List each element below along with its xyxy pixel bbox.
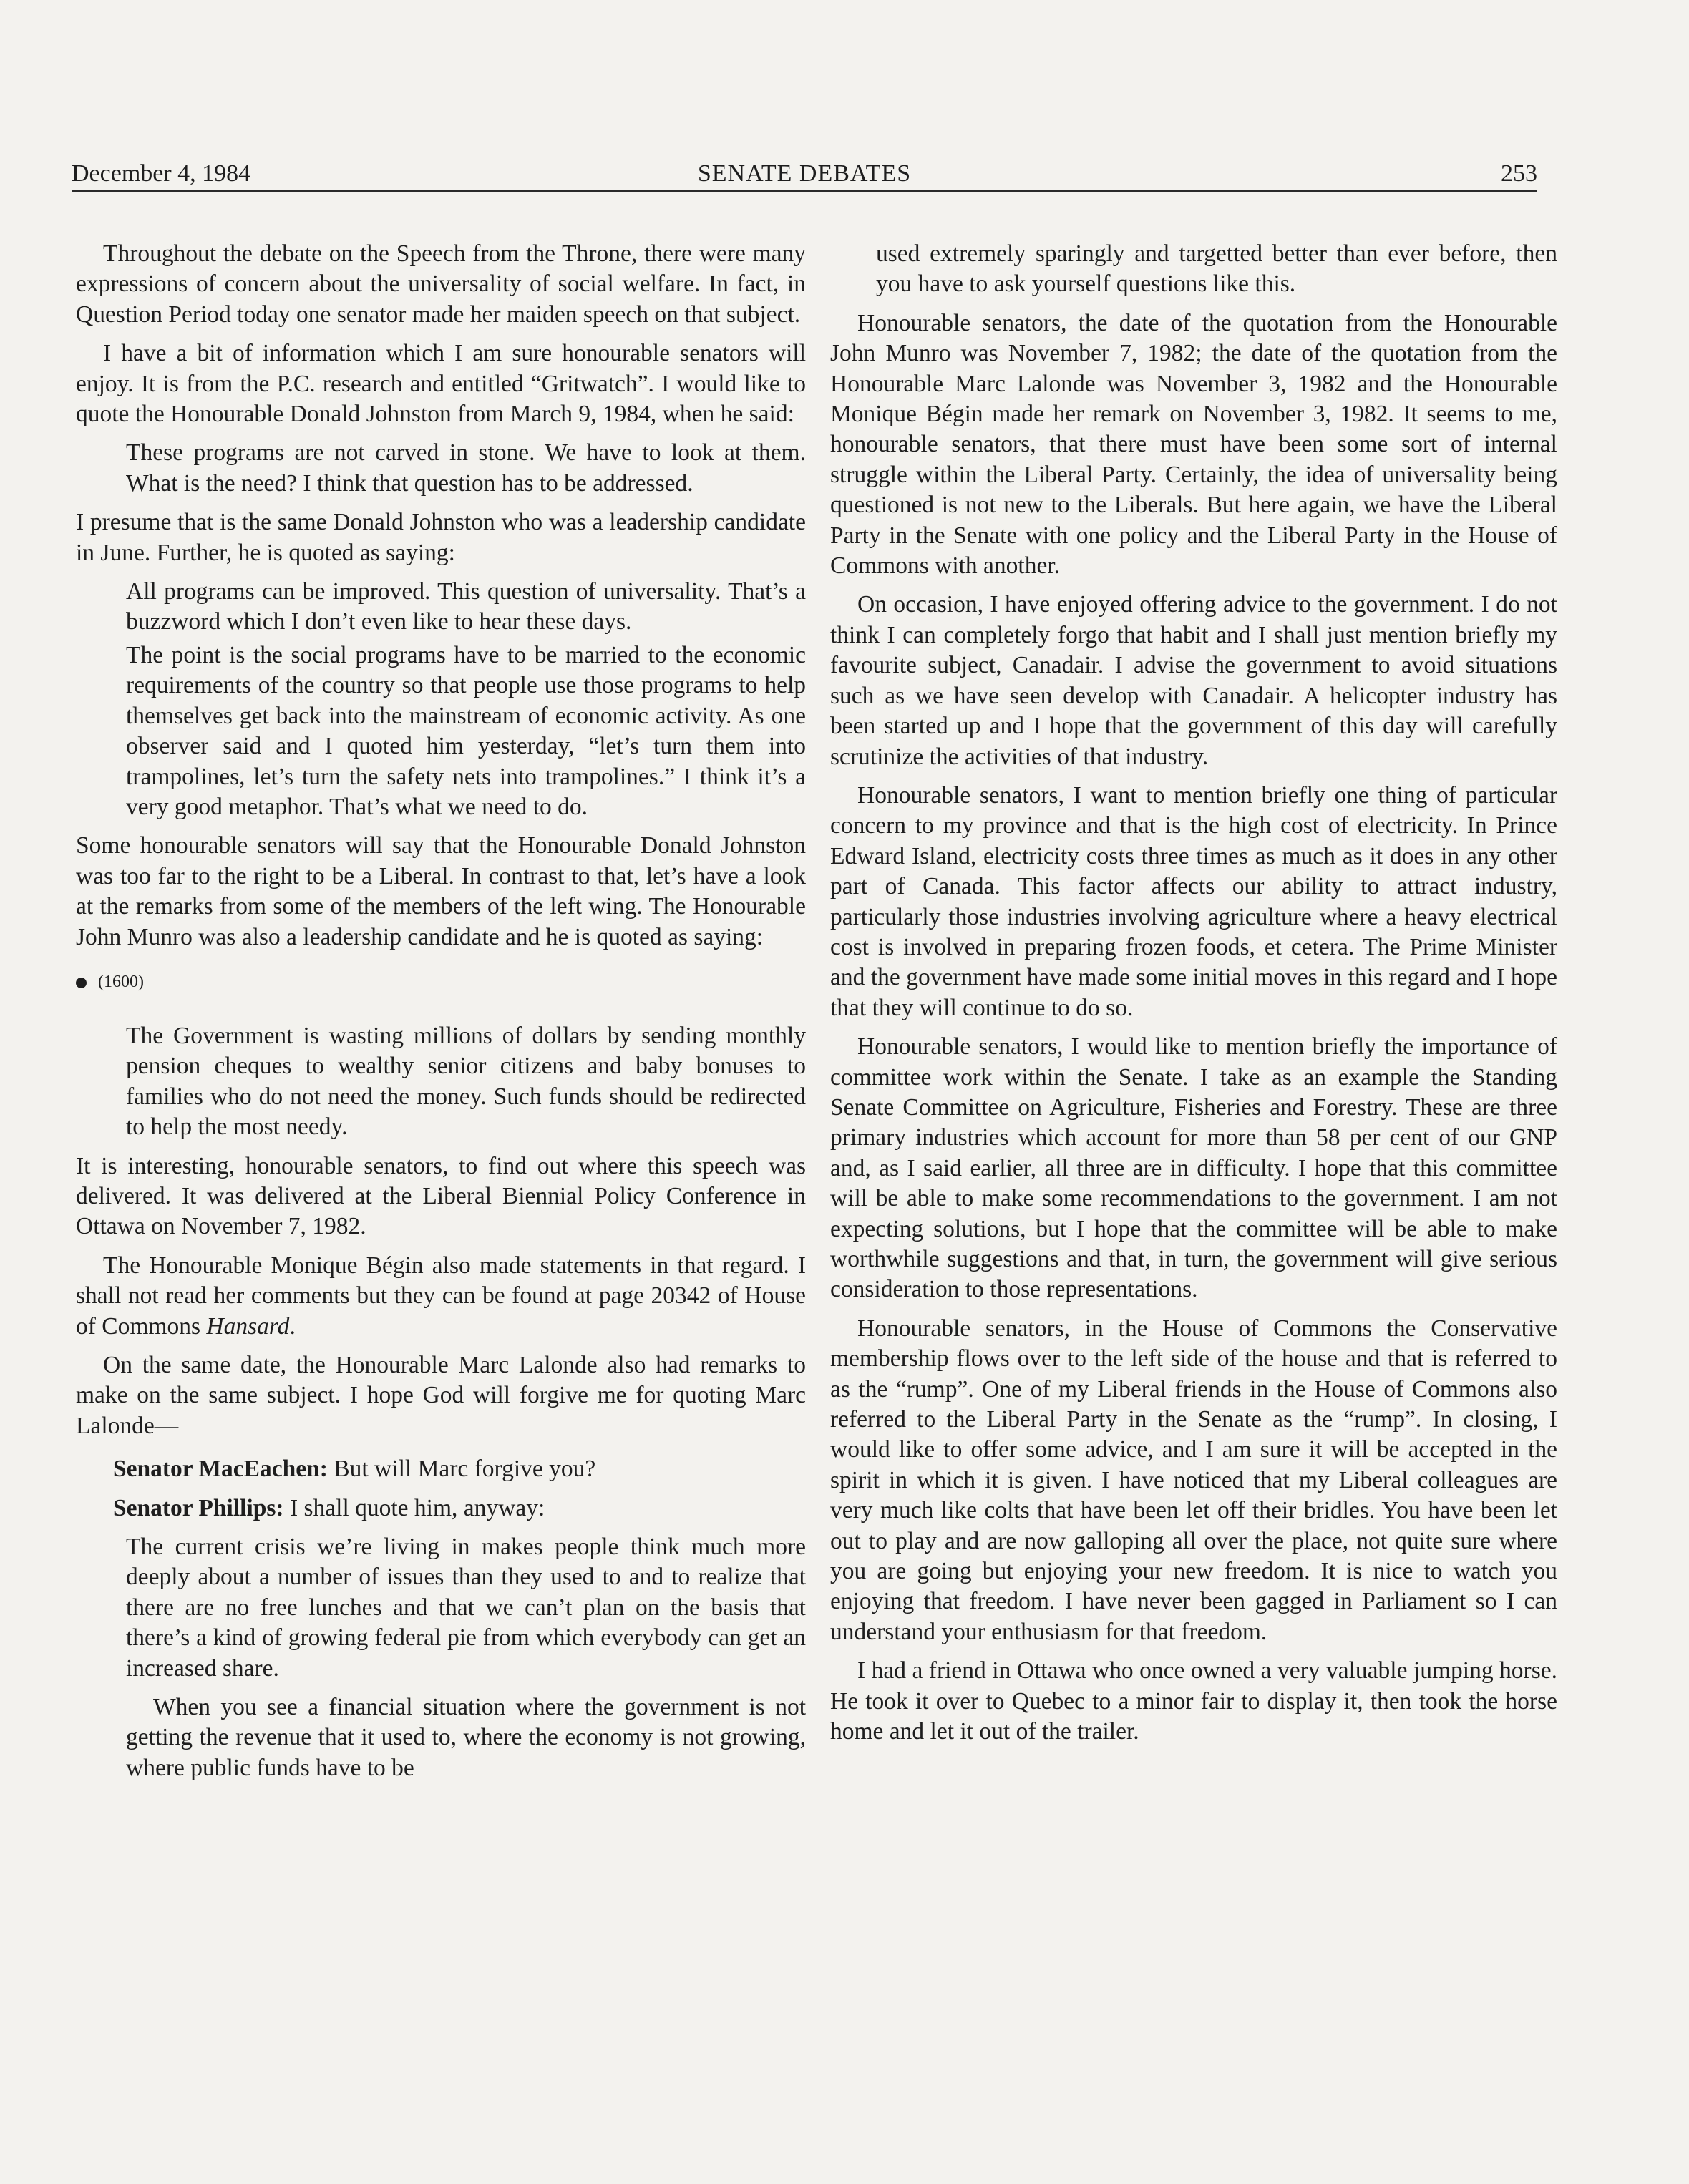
block-quote: All programs can be improved. This question of universality. That’s a buzzword which I don’t even like to hear these days. [126, 578, 806, 635]
paragraph: The Honourable Monique Bégin also made statements in that regard. I shall not read her comments but they can be found at page 20342 of House of Commons Hansard. [76, 1252, 806, 1340]
block-quote: The point is the social programs have to be married to the economic requirements of the country so that people use those programs to help themselves get back into the mainstream of economic activity. As one observer said and I quoted him yesterday, “let’s turn them into trampolines, let’s turn the safety nets into trampolines.” I think it’s a very good metaphor. That’s what we need to do. [126, 641, 806, 820]
speaker-line: Senator MacEachen: But will Marc forgive you? [113, 1456, 596, 1483]
paragraph: I presume that is the same Donald Johnston who was a leadership candidate in June. Further, he is quoted as saying: [76, 509, 806, 566]
speaker-name: Senator Phillips: [113, 1494, 284, 1521]
paragraph: On occasion, I have enjoyed offering advice to the government. I do not think I can completely forgo that habit and I shall just mention briefly my favourite subject, Canadair. I advise the government to avoid situations such as we have seen develop with Canadair. A helicopter industry has been started up and I hope that the government of this day will carefully scrutinize the activities of that industry. [830, 591, 1557, 770]
time-marker-label: (1600) [98, 972, 144, 991]
page-number: 253 [1501, 160, 1537, 187]
paragraph: I had a friend in Ottawa who once owned a very valuable jumping horse. He took it over to Quebec to a minor fair to display it, then took the horse home and let it out of the trailer. [830, 1657, 1557, 1745]
paragraph: Some honourable senators will say that the Honourable Donald Johnston was too far to the right to be a Liberal. In contrast to that, let’s have a look at the remarks from some of the members of the left wing. The Honourable John Munro was also a leadership candidate and he is quoted as saying: [76, 832, 806, 950]
paragraph: I have a bit of information which I am sure honourable senators will enjoy. It is from the P.C. research and entitled “Gritwatch”. I would like to quote the Honourable Donald Johnston from March 9, 1984, when he said: [76, 340, 806, 428]
speaker-name: Senator MacEachen: [113, 1456, 328, 1483]
paragraph: Throughout the debate on the Speech from the Throne, there were many expressions of concern about the universality of social welfare. In fact, in Question Period today one senator made her maiden speech on that subject. [76, 240, 806, 328]
left-column [76, 239, 806, 1786]
block-quote: The current crisis we’re living in makes people think much more deeply about a number of issues than they used to and to realize that there are no free lunches and that we can’t plan on the basis that there’s a kind of growing federal pie from which everybody can get an increased share. [126, 1534, 806, 1682]
paragraph: Honourable senators, I want to mention briefly one thing of particular concern to my province and that is the high cost of electricity. In Prince Edward Island, electricity costs three times as much as it does in any other part of Canada. This factor affects our ability to attract industry, particularly those industries involving agriculture where a heavy electrical cost is involved in preparing frozen foods, et cetera. The Prime Minister and the government have made some initial moves in this regard and I hope that they will continue to do so. [830, 781, 1557, 1021]
hansard-italic: Hansard [206, 1312, 290, 1340]
page-header [72, 155, 1537, 192]
right-column [830, 239, 1557, 1756]
paragraph: It is interesting, honourable senators, to find out where this speech was delivered. It was delivered at the Liberal Biennial Policy Conference in Ottawa on November 7, 1982. [76, 1152, 806, 1240]
speaker-line: Senator Phillips: I shall quote him, anyway: [113, 1494, 545, 1521]
bullet-icon [76, 978, 87, 988]
paragraph: Honourable senators, the date of the quotation from the Honourable John Munro was November 7, 1982; the date of the quotation from the Honourable Marc Lalonde was November 3, 1982 and the Honourable Monique Bégin made her remark on November 3, 1982. It seems to me, honourable senators, that there must have been some sort of internal struggle within the Liberal Party. Certainly, the idea of universality being questioned is not new to the Liberals. But here again, we have the Liberal Party in the Senate with one policy and the Liberal Party in the House of Commons with another. [830, 309, 1557, 580]
time-marker [76, 971, 806, 993]
block-quote: The Government is wasting millions of dollars by sending monthly pension cheques to wealthy senior citizens and baby bonuses to families who do not need the money. Such funds should be redirected to help the most needy. [126, 1022, 806, 1141]
header-date: December 4, 1984 [72, 160, 251, 187]
paragraph: Honourable senators, I would like to mention briefly the importance of committee work within the Senate. I take as an example the Standing Senate Committee on Agriculture, Fisheries and Forestry. These are three primary industries which account for more than 58 per cent of our GNP and, as I said earlier, all three are in difficulty. I hope that this committee will be able to make some recommendations to the government. I am not expecting solutions, but I hope that the committee will be able to make worthwhile suggestions and that, in turn, the government will give serious consideration to those representations. [830, 1033, 1557, 1303]
paragraph: Honourable senators, in the House of Commons the Conservative membership flows over to the left side of the house and that is referred to as the “rump”. One of my Liberal friends in the House of Commons also referred to the Liberal Party in the Senate as the “rump”. In closing, I would like to offer some advice, and I am sure it will be accepted in the spirit in which it is given. I have noticed that my Liberal colleagues are very much like colts that have been let off their bridles. You have been let out to play and are now galloping all over the place, not quite sure where you are going but enjoying your new freedom. It is nice to watch you enjoying that freedom. I have never been gagged in Parliament so I can understand your enthusiasm for that freedom. [830, 1315, 1557, 1645]
block-quote: These programs are not carved in stone. We have to look at them. What is the need? I think that question has to be addressed. [126, 439, 806, 497]
header-title: SENATE DEBATES [697, 160, 912, 187]
block-quote: used extremely sparingly and targetted better than ever before, then you have to ask yourself questions like this. [876, 240, 1557, 298]
block-quote: When you see a financial situation where the government is not getting the revenue that it used to, where the economy is not growing, where public funds have to be [126, 1694, 806, 1781]
paragraph: On the same date, the Honourable Marc Lalonde also had remarks to make on the same subject. I hope God will forgive me for quoting Marc Lalonde— [76, 1352, 806, 1439]
